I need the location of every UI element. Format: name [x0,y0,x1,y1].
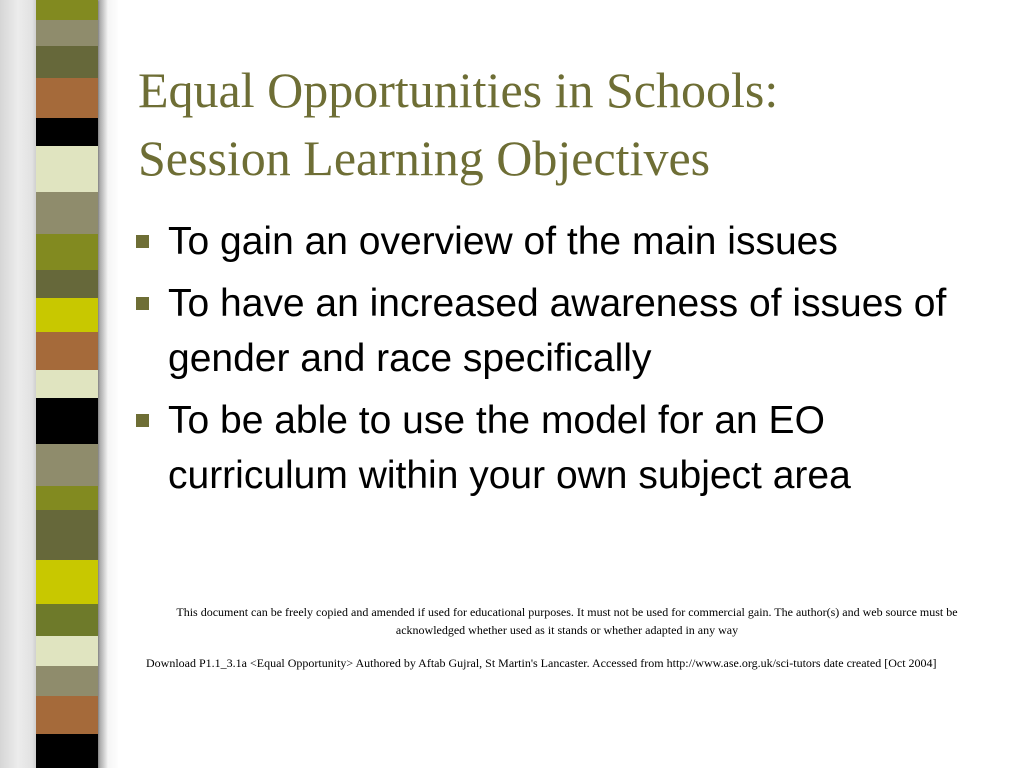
list-item [130,276,1010,386]
stripe-segment [36,486,98,510]
square-bullet-icon [136,297,149,310]
download-info: Download P1.1_3.1a <Equal Opportunity> Authored by Aftab Gujral, St Martin's Lancaster. Accessed from http://www.ase.org.uk/sci-tutors date created [Oct 2004] [146,656,937,670]
stripe-segment [36,636,98,666]
list-item [130,393,1010,503]
list-item-text: To be able to use the model for an EO curriculum within your own subject area [168,399,851,497]
stripe-segment [36,398,98,444]
stripe-segment [36,146,98,192]
stripe-segment [36,78,98,118]
stripe-segment [36,444,98,486]
stripe-segment [36,0,98,20]
stripe-segment [36,370,98,398]
stripe-segment [36,46,98,78]
square-bullet-icon [136,235,149,248]
stripe-shadow [98,0,108,768]
stripe-segment [36,20,98,46]
stripe-segment [36,118,98,146]
list-item [130,214,1010,269]
stripe-segment [36,604,98,636]
stripe-segment [36,734,98,768]
list-item-text: To gain an overview of the main issues [168,220,838,263]
stripe-segment [36,696,98,734]
stripe-segment [36,270,98,298]
list-item-text: To have an increased awareness of issues of gender and race specifically [168,282,947,380]
stripe-segment [36,332,98,370]
title-line: Session Learning Objectives [138,130,711,186]
decorative-left-bar [0,0,118,768]
copyright-notice: This document can be freely copied and amended if used for educational purposes. It must not be used for commercial gain. The author(s) and web source must be acknowledged whether used as it stands or whether adapted in any way [176,605,958,637]
stripe-segment [36,192,98,234]
stripe-segment [36,510,98,560]
decorative-stripe [36,0,98,768]
title-line: Equal Opportunities in Schools: [138,62,779,118]
square-bullet-icon [136,414,149,427]
stripe-segment [36,666,98,696]
stripe-segment [36,298,98,332]
objectives-list [130,214,1010,510]
stripe-segment [36,234,98,270]
slide-title [138,56,998,192]
stripe-segment [36,560,98,604]
